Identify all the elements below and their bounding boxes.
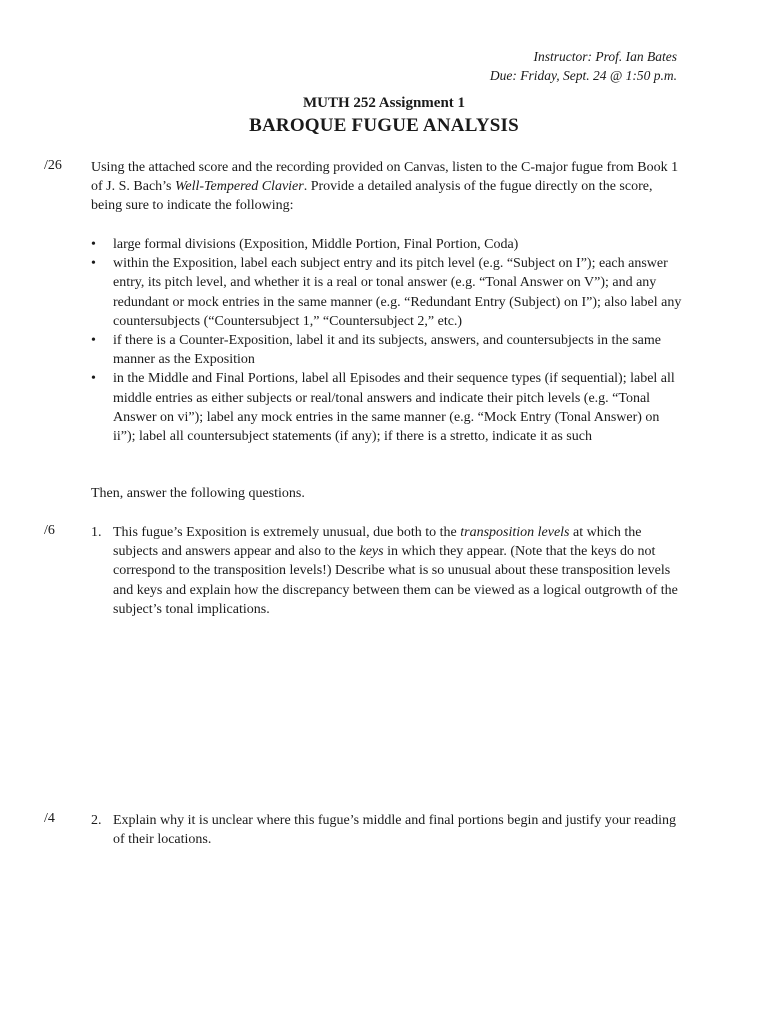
- question-2-points: /4: [44, 811, 55, 826]
- question-2: [91, 811, 683, 849]
- question-emphasis: keys: [359, 544, 384, 560]
- list-item-text: in the Middle and Final Portions, label all Episodes and their sequence types (if sequential); label all middle entries as either subjects or real/tonal answers and indicate their pitch levels (e.g. “Tonal Answer on vi”); label any mock entries in the same manner (e.g. “Mock Entry (Tonal Answer) on ii”); label all countersubject statements (if any); if there is a stretto, indicate it as such: [113, 371, 675, 445]
- due-date-line: Due: Friday, Sept. 24 @ 1:50 p.m.: [489, 68, 677, 83]
- question-text-part: This fugue’s Exposition is extremely unusual, due both to the: [113, 525, 461, 540]
- analysis-points: /26: [44, 158, 62, 173]
- bullet-icon: •: [91, 333, 96, 349]
- analysis-intro-text-end: . Provide a detailed analysis of the fugue directly on the score, being sure to indicate the following:: [91, 179, 653, 214]
- question-text: [113, 523, 683, 619]
- list-item-text: within the Exposition, label each subject entry and its pitch level (e.g. “Subject on I”); each answer entry, its pitch level, and whether it is a real or tonal answer (e.g. “Tonal Answer on V”); and any redundant or mock entries in the same manner (e.g. “Redundant Entry (Subject) on I”); also label any countersubjects (“Countersubject 1,” “Countersubject 2,” etc.): [113, 256, 682, 329]
- list-item: [91, 235, 683, 254]
- list-item: [91, 331, 683, 369]
- analysis-instructions: [91, 158, 681, 216]
- bullet-icon: •: [91, 237, 96, 252]
- question-1-points: /6: [44, 523, 55, 538]
- question-text-part: at which the subjects and answers appear and also to the: [113, 525, 642, 560]
- question-text: Explain why it is unclear where this fugue’s middle and final portions begin and justify your reading of their locations.: [113, 813, 676, 848]
- questions-intro: Then, answer the following questions.: [91, 486, 305, 501]
- list-item: [91, 254, 683, 331]
- instructor-line: Instructor: Prof. Ian Bates: [533, 49, 677, 64]
- list-item-text: if there is a Counter-Exposition, label it and its subjects, answers, and countersubjects in the same manner as the Exposition: [113, 333, 661, 368]
- work-title: Well-Tempered Clavier: [175, 179, 304, 195]
- question-number: 2.: [91, 813, 102, 828]
- question-emphasis: transposition levels: [460, 525, 570, 540]
- question-1: [91, 523, 683, 619]
- header-info: [490, 47, 677, 85]
- question-text-part: in which they appear. (Note that the keys do not correspond to the transposition levels!) Describe what is so unusual about these transposition levels and keys and explain how the discrepancy between them can be viewed as a logical outgrowth of the subject’s tonal implications.: [113, 544, 678, 617]
- list-item-text: large formal divisions (Exposition, Middle Portion, Final Portion, Coda): [113, 237, 519, 252]
- bullet-icon: •: [91, 371, 96, 387]
- bullet-icon: •: [91, 256, 96, 272]
- question-number: 1.: [91, 525, 102, 540]
- course-assignment-heading: MUTH 252 Assignment 1: [302, 95, 466, 111]
- analysis-intro-text: Using the attached score and the recording provided on Canvas, listen to the C-major fugue from Book 1 of J. S. Bach’s: [91, 160, 679, 195]
- list-item: [91, 369, 683, 446]
- page-title: BAROQUE FUGUE ANALYSIS: [249, 115, 519, 136]
- analysis-requirements-list: [91, 235, 683, 446]
